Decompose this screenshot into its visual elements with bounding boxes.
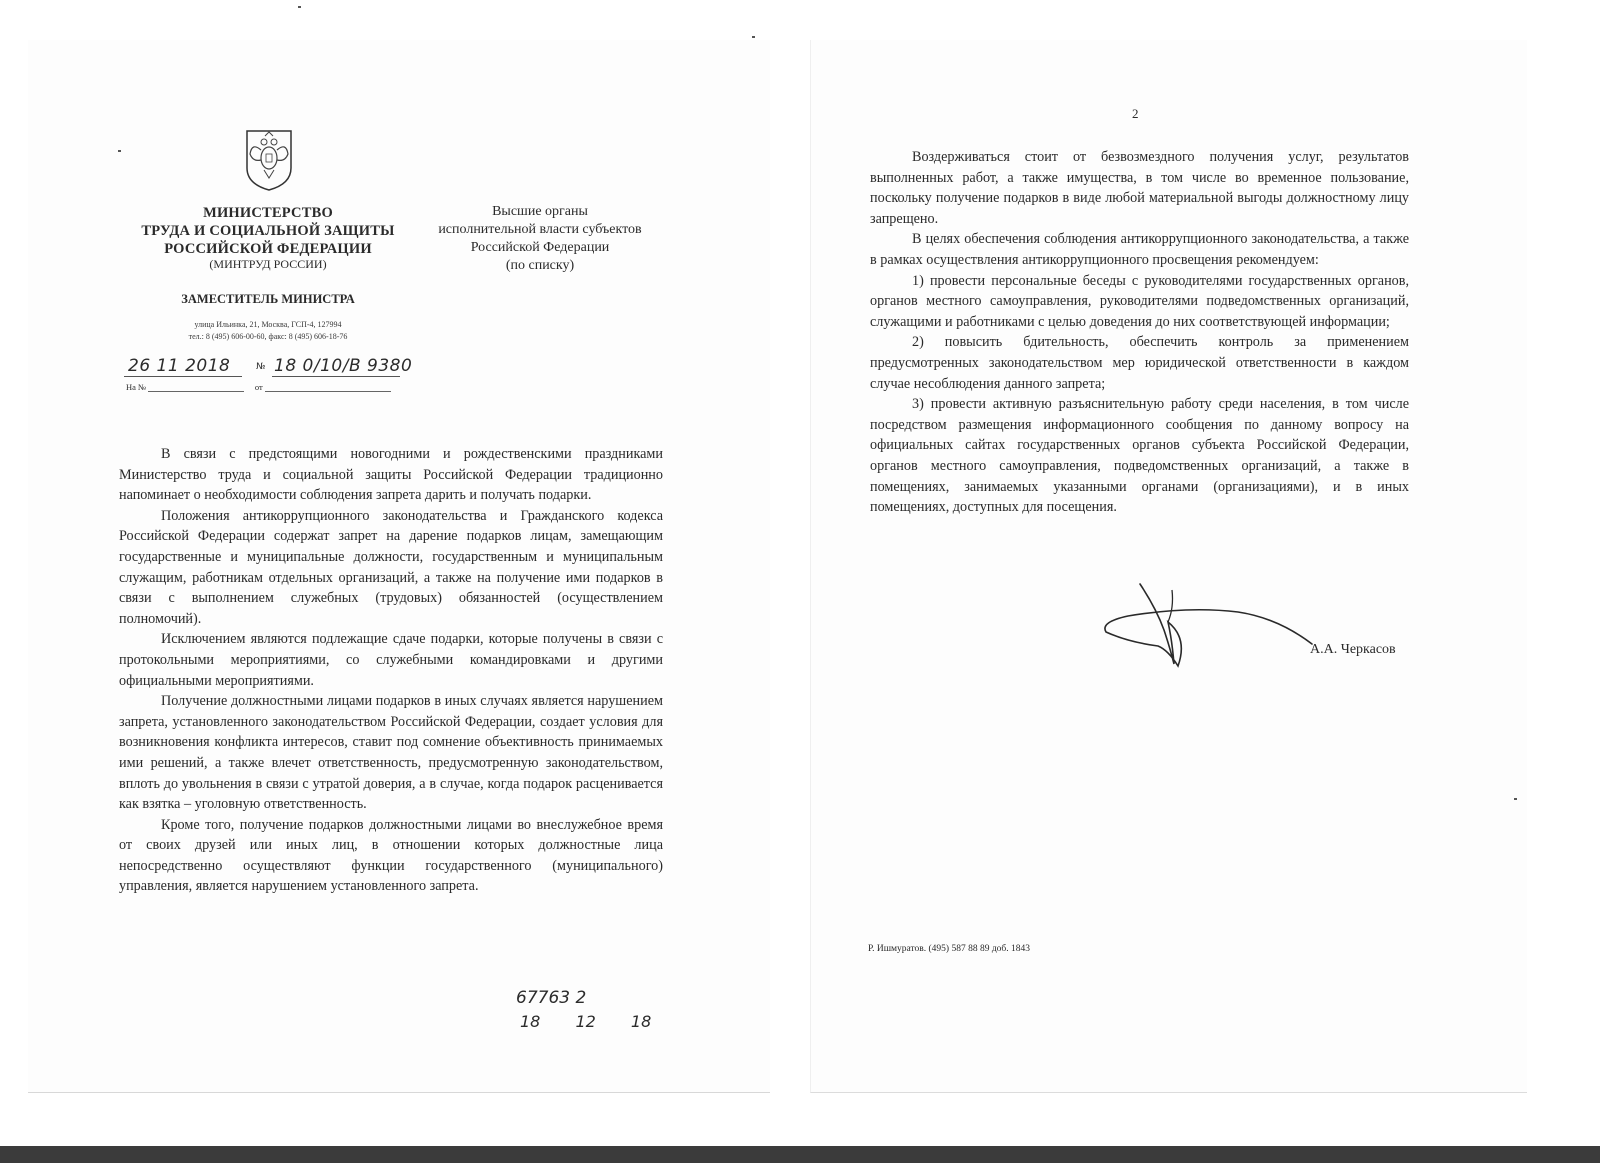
letter-body-page-1 (119, 444, 663, 897)
body-paragraph: Воздерживаться стоит от безвозмездного получения услуг, результатов выполненных работ, а также имущества, в том числе во временное пользование, поскольку получение подарков в виде любой материальной выгоды должностному лицу запрещено. (870, 149, 1409, 227)
registration-number-label: № (256, 362, 266, 372)
body-paragraph: Получение должностными лицами подарков в иных случаях является нарушением запрета, установленного законодательством Российской Федерации, создает условия для возникновения конфликта интересов, ставит под сомнение объективность принимаемых ими решений, а также влечет ответственность, предусмотренную законодательством, вплоть до увольнения в связи с утратой доверия, а в случае, когда подарок расценивается как взятка – уголовную ответственность. (119, 693, 663, 813)
deputy-minister-title: ЗАМЕСТИТЕЛЬ МИНИСТРА (181, 292, 355, 306)
incoming-registration-date: 18 12 18 (520, 1012, 652, 1031)
body-paragraph: 3) провести активную разъяснительную работу среди населения, в том числе посредством размещения информационного сообщения по данному вопросу на официальных сайтах государственных органов субъекта Российской Федерации, органов местного самоуправления, подведомственных организаций, а также в помещениях, занимаемых указанными органами (организациями), и в иных помещениях, доступных для посещения. (870, 396, 1409, 516)
handwritten-signature (1098, 578, 1318, 674)
incoming-registration-number: 67763 2 (516, 988, 587, 1008)
reference-number-blank (148, 383, 244, 392)
reference-number-label: На № (126, 382, 147, 392)
reference-date-blank (265, 383, 391, 392)
letter-body-page-2 (870, 147, 1409, 518)
ministry-address: улица Ильинка, 21, Москва, ГСП-4, 127994 (194, 320, 342, 329)
coat-of-arms-icon (242, 128, 296, 192)
date-underline (124, 376, 242, 377)
body-paragraph: В связи с предстоящими новогодними и рождественскими праздниками Министерство труда и социальной защиты Российской Федерации традиционно напоминает о необходимости соблюдения запрета дарить и получать подарки. (119, 446, 663, 504)
body-paragraph: Положения антикоррупционного законодательства и Гражданского кодекса Российской Федерации содержат запрет на дарение подарков лицам, замещающим государственные и муниципальные должности, государственным и муниципальным служащим, работникам отдельных организаций, а также на получение ими подарков в связи с выполнением служебных (трудовых) обязанностей (осуществлением полномочий). (119, 507, 663, 627)
scan-speck (118, 150, 121, 152)
body-paragraph: Кроме того, получение подарков должностными лицами во внеслужебное время от своих друзей или иных лиц, в отношении которых должностные лица непосредственно осуществляют функции государственного (муниципального) управления, является нарушением установленного запрета. (119, 816, 663, 895)
executor-contact: Р. Ишмуратов. (495) 587 88 89 доб. 1843 (868, 944, 1031, 954)
addressee-line: исполнительной власти субъектов (438, 222, 642, 237)
page-number: 2 (1132, 106, 1139, 121)
ministry-name-line: МИНИСТЕРСТВО (203, 205, 333, 221)
addressee-line: Высшие органы (492, 204, 588, 219)
number-underline (272, 376, 400, 377)
ministry-name-line: РОССИЙСКОЙ ФЕДЕРАЦИИ (164, 241, 372, 257)
registration-date: 26 11 2018 (128, 356, 231, 376)
scan-speck (298, 6, 301, 8)
addressee-block (420, 203, 660, 275)
ministry-name-line: ТРУДА И СОЦИАЛЬНОЙ ЗАЩИТЫ (141, 223, 395, 239)
registration-number: 18 0/10/В 9380 (274, 356, 413, 376)
registration-line (124, 356, 424, 378)
addressee-line: Российской Федерации (470, 240, 610, 255)
body-paragraph: Исключением являются подлежащие сдаче подарки, которые получены в связи с протокольными мероприятиями, со служебными командировками и другими официальными мероприятиями. (119, 631, 663, 689)
body-paragraph: 1) провести персональные беседы с руководителями государственных органов, органов местного самоуправления, руководителями подведомственных организаций, служащими и работниками с целью доведения до них соответствующей информации; (870, 272, 1409, 330)
scan-speck (752, 36, 755, 38)
scanner-edge (0, 1146, 1600, 1163)
signatory-name: А.А. Черкасов (1310, 642, 1396, 657)
body-paragraph: 2) повысить бдительность, обеспечить контроль за применением предусмотренных законодательством мер юридической ответственности в каждом случае несоблюдения данного запрета; (870, 334, 1409, 392)
reference-date-label: от (254, 382, 263, 392)
reference-line (126, 382, 406, 392)
ministry-name (130, 204, 406, 258)
body-paragraph: В целях обеспечения соблюдения антикоррупционного законодательства, а также в рамках осуществления антикоррупционного просвещения рекомендуем: (870, 231, 1409, 268)
addressee-line: (по списку) (505, 258, 575, 273)
ministry-short-name: (МИНТРУД РОССИИ) (209, 257, 327, 271)
scan-speck (1514, 798, 1517, 800)
ministry-phone: тел.: 8 (495) 606-00-60, факс: 8 (495) 606-18-76 (188, 332, 348, 341)
